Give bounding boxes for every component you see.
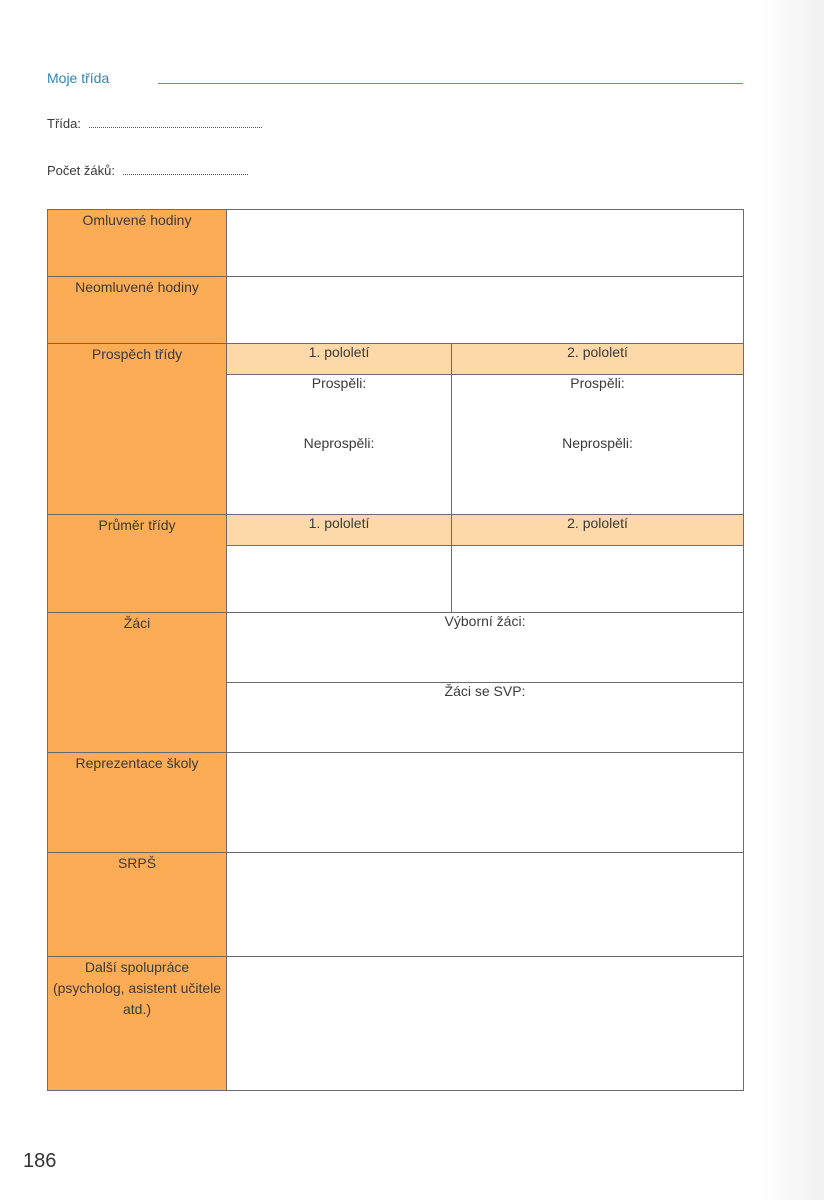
school-representation-cell[interactable] [227,753,744,853]
class-results-label: Prospěch třídy [48,344,227,515]
results-term-1-header: 1. pololetí [227,344,452,375]
table-row [48,957,744,1091]
further-cooperation-cell[interactable] [227,957,744,1091]
student-count-label: Počet žáků: [47,163,115,178]
table-row [48,613,744,683]
excused-hours-cell[interactable] [227,210,744,277]
class-field [47,116,262,131]
student-count-field [47,163,248,178]
excellent-students-label: Výborní žáci: [444,613,526,629]
parents-association-cell[interactable] [227,853,744,957]
class-blank[interactable] [89,127,262,128]
excellent-students-cell[interactable] [227,613,744,683]
average-term-1-cell[interactable] [227,546,452,613]
unexcused-hours-cell[interactable] [227,277,744,344]
school-representation-label: Reprezentace školy [48,753,227,853]
class-average-label: Průměr třídy [48,515,227,613]
table-row [48,515,744,546]
table-row [48,853,744,957]
student-count-blank[interactable] [123,174,248,175]
table-row [48,210,744,277]
results-term-2-header: 2. pololetí [452,344,744,375]
section-title: Moje třída [47,70,110,86]
students-label: Žáci [48,613,227,753]
table-row [48,753,744,853]
average-term-2-header: 2. pololetí [452,515,744,546]
failed-label: Neprospěli: [562,435,633,451]
results-term-2-cell[interactable] [452,375,744,515]
excused-hours-label: Omluvené hodiny [48,210,227,277]
average-term-2-cell[interactable] [452,546,744,613]
passed-label: Prospěli: [311,375,367,391]
sen-students-label: Žáci se SVP: [444,683,526,699]
parents-association-label: SRPŠ [48,853,227,957]
page-number: 186 [23,1150,57,1172]
title-rule [158,83,743,84]
unexcused-hours-label: Neomluvené hodiny [48,277,227,344]
table-row [48,277,744,344]
class-label: Třída: [47,116,81,131]
sen-students-cell[interactable] [227,683,744,753]
table-row [48,344,744,375]
results-term-1-cell[interactable] [227,375,452,515]
average-term-1-header: 1. pololetí [227,515,452,546]
further-cooperation-label: Další spolupráce (psycholog, asistent učitele atd.) [48,957,227,1091]
passed-label: Prospěli: [570,375,625,391]
failed-label: Neprospěli: [303,435,375,451]
class-record-table [47,209,744,1091]
